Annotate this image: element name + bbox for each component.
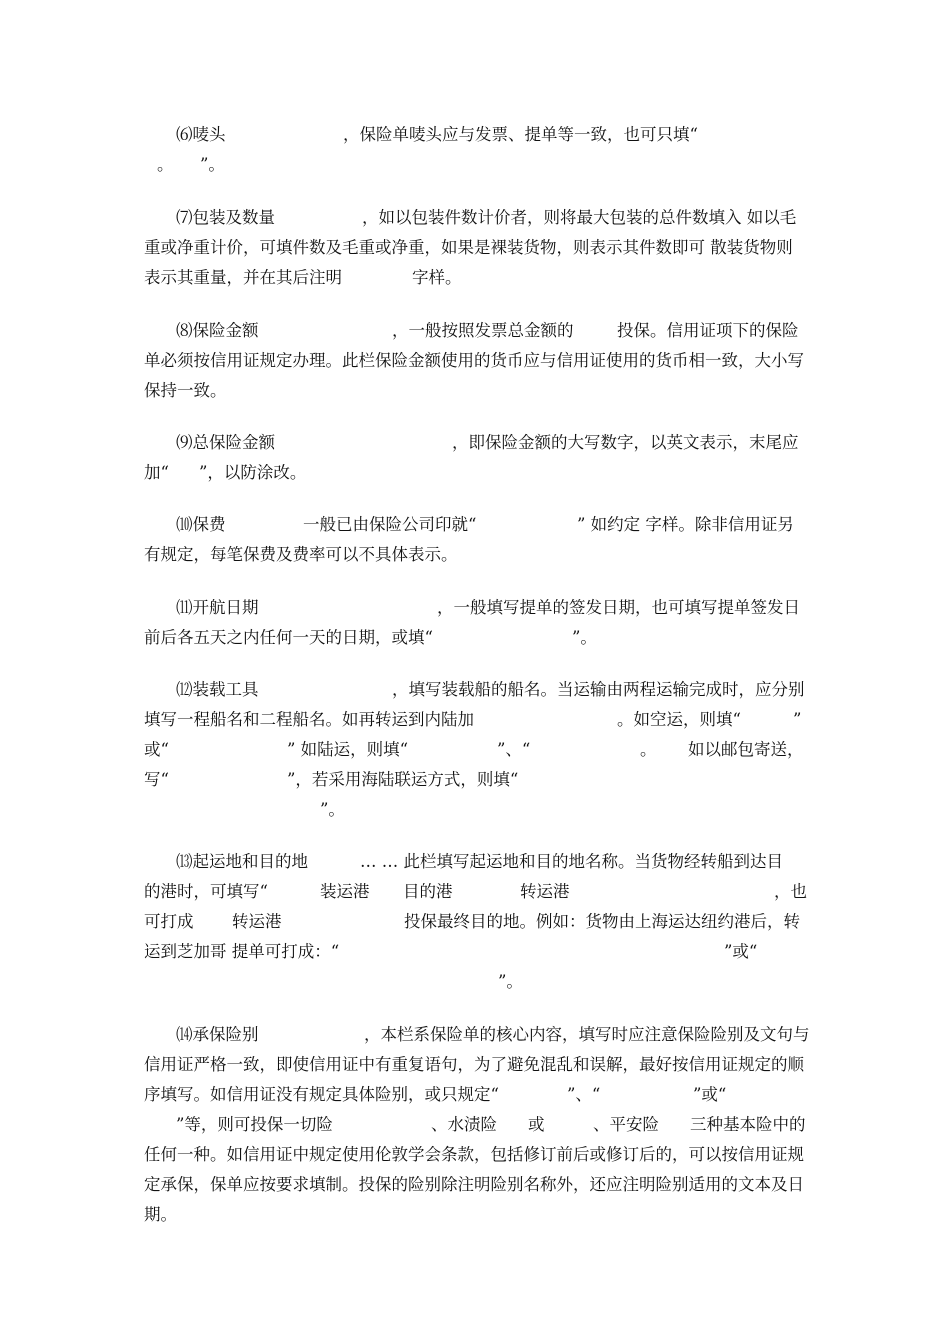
text-segment: ⑻保险金额 (176, 321, 259, 340)
text-line (0, 1200, 950, 1230)
text-segment: 如以邮包寄送， (688, 740, 804, 759)
text-segment: ⑾开航日期 (176, 598, 259, 617)
text-line (0, 1170, 950, 1200)
text-line (0, 458, 950, 488)
text-segment: 字样。 (412, 268, 462, 287)
text-line (0, 120, 950, 150)
text-segment: 填写一程船名和二程船名。如再转运到内陆加 (144, 710, 474, 729)
text-segment: 保持一致。 (144, 381, 227, 400)
text-segment: 。 (157, 155, 174, 174)
text-segment: 。 (640, 740, 657, 759)
text-segment: 三种基本险中的 (690, 1115, 806, 1134)
text-segment: ，如以包装件数计价者，则将最大包装的总件数填入 如以毛 (362, 208, 797, 227)
text-segment: ”。 (200, 155, 225, 174)
text-segment: 转运港 (232, 912, 282, 931)
text-segment: ，一般按照发票总金额的 (392, 321, 574, 340)
text-segment: ，即保险金额的大写数字，以英文表示，末尾应 (452, 433, 799, 452)
text-line (0, 765, 950, 795)
text-line (0, 263, 950, 293)
text-segment: 写“ (144, 770, 169, 789)
text-segment: ，也 (774, 882, 807, 901)
text-line (0, 376, 950, 406)
text-segment: 或“ (144, 740, 169, 759)
text-line (0, 203, 950, 233)
text-segment: 或 (528, 1115, 545, 1134)
text-segment: 投保最终目的地。例如：货物由上海运达纽约港后，转 (404, 912, 800, 931)
text-line (0, 1050, 950, 1080)
text-line (0, 623, 950, 653)
text-line (0, 1140, 950, 1170)
text-line (0, 593, 950, 623)
text-segment: 转运港 (520, 882, 570, 901)
text-segment: ” 如陆运，则填“ (287, 740, 409, 759)
text-segment: ⑼总保险金额 (176, 433, 275, 452)
text-segment: 有规定，每笔保费及费率可以不具体表示。 (144, 545, 458, 564)
text-segment: ⒁承保险别 (176, 1025, 259, 1044)
text-segment: ”或“ (724, 942, 758, 961)
text-segment: 期。 (144, 1205, 177, 1224)
text-segment: ⑹唛头 (176, 125, 226, 144)
text-segment: ，一般填写提单的签发日期，也可填写提单签发日 (437, 598, 800, 617)
text-segment: 投保。信用证项下的保险 (617, 321, 799, 340)
text-segment: 序填写。如信用证没有规定具体险别，或只规定“ (144, 1085, 499, 1104)
text-segment: ，本栏系保险单的核心内容，填写时应注意保险险别及文句与 (364, 1025, 810, 1044)
text-line (0, 1110, 950, 1140)
text-segment: 加“ (144, 463, 169, 482)
text-segment: ”等，则可投保一切险 (176, 1115, 333, 1134)
text-segment: 表示其重量，并在其后注明 (144, 268, 342, 287)
text-line (0, 847, 950, 877)
text-segment: 装运港 (320, 882, 370, 901)
text-segment: … … 此栏填写起运地和目的地名称。当货物经转船到达目 (360, 852, 783, 871)
text-segment: ⑺包装及数量 (176, 208, 275, 227)
text-line (0, 937, 950, 967)
text-segment: ，填写装载船的船名。当运输由两程运输完成时，应分别 (392, 680, 805, 699)
text-segment: ”。 (320, 800, 345, 819)
text-segment: ”或“ (693, 1085, 727, 1104)
text-segment: ”。 (498, 972, 523, 991)
text-segment: ” (793, 710, 802, 729)
text-segment: 。如空运，则填“ (617, 710, 741, 729)
text-line (0, 510, 950, 540)
text-line (0, 1080, 950, 1110)
text-segment: ”，以防涂改。 (199, 463, 307, 482)
text-segment: ⑽保费 (176, 515, 226, 534)
text-line (0, 675, 950, 705)
text-line (0, 316, 950, 346)
text-segment: ⒀起运地和目的地 (176, 852, 308, 871)
text-line (0, 233, 950, 263)
text-line (0, 967, 950, 997)
text-line (0, 907, 950, 937)
text-segment: 、水渍险 (431, 1115, 497, 1134)
text-line (0, 346, 950, 376)
text-line (0, 150, 950, 180)
text-segment: 信用证严格一致，即使信用证中有重复语句，为了避免混乱和误解，最好按信用证规定的顺 (144, 1055, 804, 1074)
text-segment: ⑿装载工具 (176, 680, 259, 699)
text-segment: 任何一种。如信用证中规定使用伦敦学会条款，包括修订前后或修订后的，可以按信用证规 (144, 1145, 804, 1164)
text-segment: ” 如约定 字样。除非信用证另 (577, 515, 794, 534)
text-segment: 、平安险 (593, 1115, 659, 1134)
text-segment: 定承保，保单应按要求填制。投保的险别除注明险别名称外，还应注明险别适用的文本及日 (144, 1175, 804, 1194)
text-segment: ，保险单唛头应与发票、提单等一致，也可只填“ (343, 125, 698, 144)
text-line (0, 540, 950, 570)
text-segment: 可打成 (144, 912, 194, 931)
text-segment: 运到芝加哥 提单可打成：“ (144, 942, 340, 961)
text-segment: 目的港 (403, 882, 453, 901)
text-segment: 一般已由保险公司印就“ (303, 515, 477, 534)
text-segment: ”。 (572, 628, 597, 647)
text-line (0, 1020, 950, 1050)
text-segment: 单必须按信用证规定办理。此栏保险金额使用的货币应与信用证使用的货币相一致，大小写 (144, 351, 804, 370)
text-line (0, 795, 950, 825)
text-line (0, 428, 950, 458)
text-line (0, 735, 950, 765)
text-line (0, 705, 950, 735)
text-segment: ”、“ (567, 1085, 601, 1104)
text-segment: ”、“ (497, 740, 531, 759)
text-segment: 重或净重计价，可填件数及毛重或净重，如果是裸装货物，则表示其件数即可 散装货物则 (144, 238, 793, 257)
text-segment: 的港时，可填写“ (144, 882, 268, 901)
text-segment: ”，若采用海陆联运方式，则填“ (287, 770, 519, 789)
text-line (0, 877, 950, 907)
text-segment: 前后各五天之内任何一天的日期，或填“ (144, 628, 433, 647)
